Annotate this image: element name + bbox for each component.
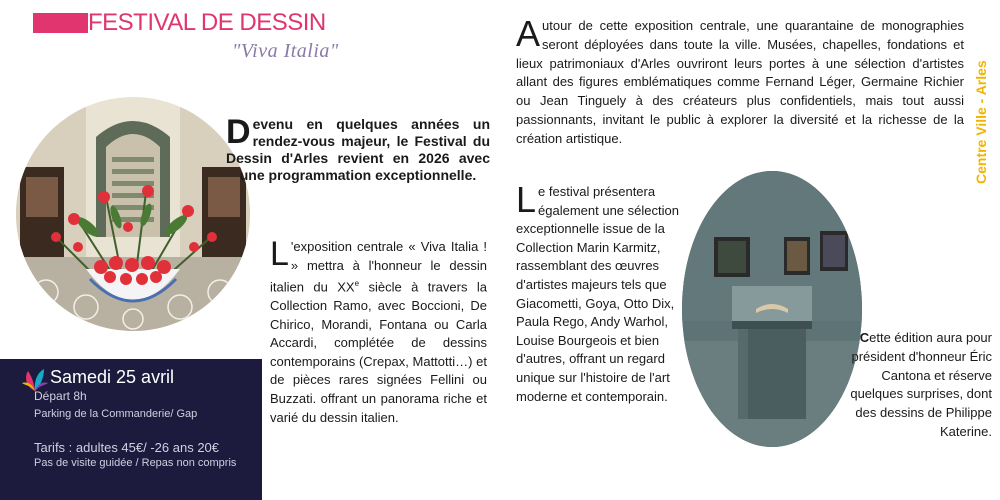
- visit-note: Pas de visite guidée / Repas non compris: [34, 457, 237, 469]
- autour-paragraph: [516, 13, 964, 149]
- illustration-image: [16, 97, 250, 331]
- intro-dropcap: D: [226, 113, 251, 151]
- autour-text: utour de cette exposition centrale, une quarantaine de monographies seront déployées dans toute la ville. Musées, chapelles, fondations et lieux patrimoniaux d'Arles ouvriront leurs portes à une sélection d'artistes allant des figures emblématiques comme Fernand Léger, Germaine Richier ou Jean Tinguely à des créateurs plus confidentiels, mais tout aussi passionnants, invitant le public à explorer la diversité et la richesse de la création artistique.: [516, 18, 964, 146]
- intro-text: evenu en quelques années un rendez-vous majeur, le Festival du Dessin d'Arles revient en 2026 avec une programmation exceptionnelle.: [226, 116, 490, 183]
- page-subtitle: "Viva Italia": [232, 40, 339, 62]
- autour-dropcap: A: [516, 13, 541, 54]
- side-label: [973, 14, 995, 184]
- side-label-text: Centre Ville - Arles: [973, 60, 989, 184]
- edition-paragraph: [840, 329, 992, 442]
- event-date: Samedi 25 avril: [50, 367, 175, 387]
- expo-sup: e: [354, 279, 360, 289]
- title-accent-bar: [33, 13, 88, 33]
- page-title: FESTIVAL DE DESSIN: [88, 9, 326, 36]
- exposition-paragraph: [270, 235, 487, 427]
- expo-text-part2: siècle à travers la Collection Ramo, avec Boccioni, De Chirico, Morandi, Fontana ou Carla Accardi, complétée de dessins contemporains (Crepax, Mattotti…) et de pièces rares signées Fellini ou Buzzati. offrant un panorama riche et varié du dessin italien.: [270, 279, 487, 425]
- edition-text: ette édition aura pour président d'honneur Éric Cantona et réserve quelques surprises, dont des dessins de Philippe Katerine.: [850, 330, 992, 439]
- festival-text: e festival présentera également une sélection exceptionnelle issue de la Collection Marin Karmitz, rassemblant des œuvres d'artistes majeurs tels que Giacometti, Goya, Otto Dix, Paula Rego, Andy Warhol, Louise Bourgeois et bien d'autres, offrant un regard unique sur l'histoire de l'art moderne et contemporain.: [516, 184, 679, 404]
- departure-location: Parking de la Commanderie/ Gap: [34, 408, 198, 420]
- intro-paragraph: [226, 113, 490, 184]
- expo-text-part1: 'exposition centrale « Viva Italia ! » mettra à l'honneur le dessin italien du XX: [270, 239, 487, 295]
- price-info: Tarifs : adultes 45€/ -26 ans 20€: [34, 440, 220, 455]
- edition-dropcap: C: [859, 330, 870, 345]
- departure-time: Départ 8h: [34, 389, 87, 403]
- festival-paragraph: [516, 179, 698, 406]
- event-info-box: [0, 359, 262, 500]
- festival-dropcap: L: [516, 179, 537, 220]
- museum-photo: [682, 171, 862, 447]
- expo-dropcap: L: [270, 235, 289, 273]
